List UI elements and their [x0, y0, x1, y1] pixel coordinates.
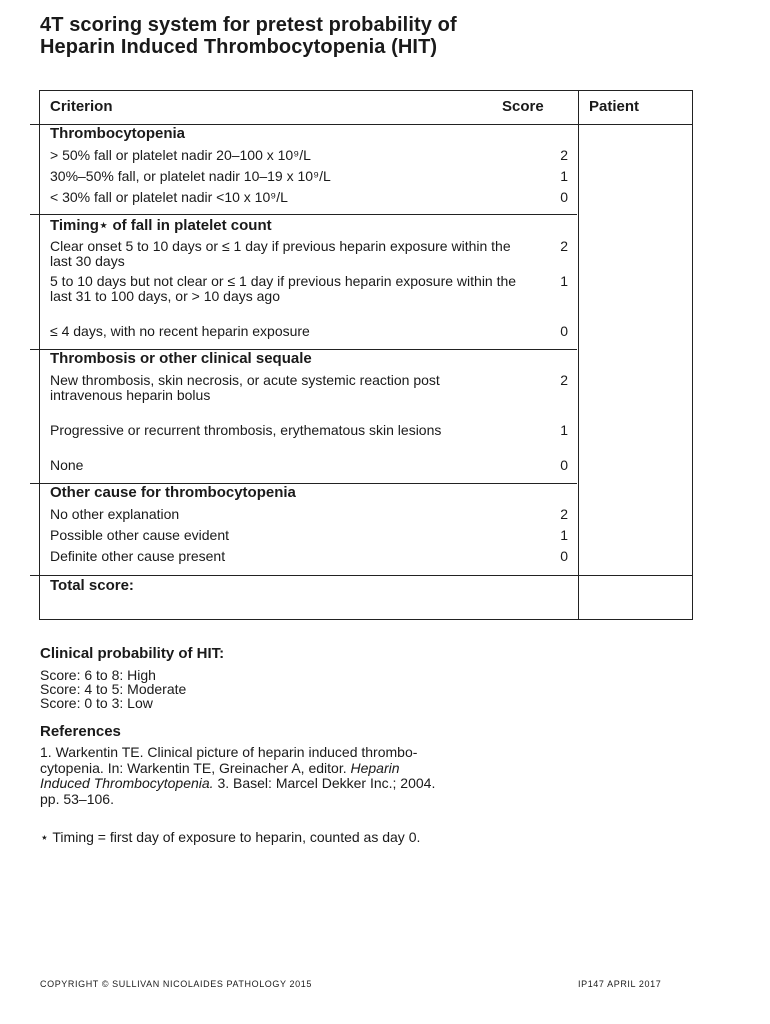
- criterion-text: No other explanation: [50, 506, 180, 522]
- title-line-2: Heparin Induced Thrombocytopenia (HIT): [40, 36, 438, 58]
- criterion-score: 0: [560, 548, 568, 564]
- criterion-text: < 30% fall or platelet nadir <10 x 10⁹/L: [50, 189, 288, 205]
- probability-list: [40, 668, 186, 710]
- document-code-footer: IP147 APRIL 2017: [578, 979, 662, 989]
- criterion-row: [50, 274, 570, 303]
- score-header: Score: [502, 98, 544, 115]
- scoring-table: [39, 90, 693, 620]
- margin-tick: [30, 214, 42, 215]
- criterion-text: 5 to 10 days but not clear or ≤ 1 day if previous heparin exposure within the last 31 to 100 days, or > 10 days ago: [50, 273, 517, 304]
- reference-text: 3. Basel: Marcel Dekker Inc.; 2004.: [213, 775, 436, 791]
- margin-tick: [30, 349, 42, 350]
- criterion-score: 2: [560, 238, 568, 254]
- criterion-row: [50, 190, 570, 205]
- criterion-score: 2: [560, 506, 568, 522]
- probability-line: Score: 0 to 3: Low: [40, 695, 153, 711]
- criterion-row: [50, 458, 570, 473]
- criterion-score: 2: [560, 372, 568, 388]
- reference-book-title: Heparin: [350, 759, 400, 776]
- criterion-text: Definite other cause present: [50, 548, 226, 564]
- criterion-text: ≤ 4 days, with no recent heparin exposure: [50, 323, 310, 339]
- margin-tick: [30, 483, 42, 484]
- document-title: [40, 14, 740, 58]
- section-title-timing: Timing⋆ of fall in platelet count: [50, 217, 272, 234]
- reference-line: [40, 776, 700, 792]
- criterion-score: 2: [560, 147, 568, 163]
- references-title: References: [40, 723, 121, 740]
- criterion-row: [50, 148, 570, 163]
- criterion-score: 1: [560, 527, 568, 543]
- criterion-score: 1: [560, 168, 568, 184]
- probability-title: Clinical probability of HIT:: [40, 645, 225, 662]
- criterion-score: 1: [560, 273, 568, 289]
- criterion-score: 0: [560, 457, 568, 473]
- reference-text: cytopenia. In: Warkentin TE, Greinacher A, editor.: [40, 759, 351, 776]
- margin-tick: [30, 124, 42, 125]
- criterion-text: Progressive or recurrent thrombosis, erythematous skin lesions: [50, 422, 442, 438]
- criterion-header: Criterion: [50, 98, 113, 115]
- criterion-score: 0: [560, 189, 568, 205]
- criterion-text: New thrombosis, skin necrosis, or acute systemic reaction post intravenous heparin bolus: [50, 372, 440, 403]
- total-score-label: Total score:: [50, 577, 134, 594]
- criterion-row: [50, 169, 570, 184]
- criterion-text: Clear onset 5 to 10 days or ≤ 1 day if previous heparin exposure within the last 30 days: [50, 238, 511, 269]
- reference-line: 1. Warkentin TE. Clinical picture of heparin induced thrombo-: [40, 744, 418, 760]
- patient-column-divider: [578, 91, 579, 619]
- criterion-text: > 50% fall or platelet nadir 20–100 x 10⁹/L: [50, 147, 311, 163]
- probability-line: Score: 4 to 5: Moderate: [40, 681, 187, 697]
- criterion-row: [50, 528, 570, 543]
- reference-line: [40, 761, 700, 777]
- reference-line: pp. 53–106.: [40, 790, 114, 807]
- criterion-row: [50, 549, 570, 564]
- criterion-row: [50, 423, 570, 438]
- title-line-1: 4T scoring system for pretest probability of: [40, 14, 457, 36]
- patient-header: Patient: [589, 98, 640, 115]
- reference-entry: [40, 745, 700, 807]
- copyright-footer: COPYRIGHT © SULLIVAN NICOLAIDES PATHOLOGY 2015: [40, 979, 312, 989]
- criterion-row: [50, 507, 570, 522]
- margin-tick: [30, 575, 42, 576]
- criterion-text: None: [50, 457, 84, 473]
- criterion-row: [50, 373, 570, 402]
- criterion-score: 0: [560, 323, 568, 339]
- section-title-thrombocytopenia: Thrombocytopenia: [50, 125, 186, 142]
- reference-book-title: Induced Thrombocytopenia.: [40, 775, 214, 791]
- section-title-other-cause: Other cause for thrombocytopenia: [50, 484, 296, 501]
- probability-line: Score: 6 to 8: High: [40, 667, 156, 683]
- criterion-text: 30%–50% fall, or platelet nadir 10–19 x 10⁹/L: [50, 168, 331, 184]
- criterion-text: Possible other cause evident: [50, 527, 229, 543]
- section-divider: [40, 214, 577, 215]
- total-divider: [40, 575, 692, 576]
- criterion-row: [50, 324, 570, 339]
- criterion-row: [50, 239, 570, 268]
- criterion-score: 1: [560, 422, 568, 438]
- timing-footnote: ⋆ Timing = first day of exposure to heparin, counted as day 0.: [40, 829, 421, 845]
- section-title-thrombosis: Thrombosis or other clinical sequale: [50, 350, 312, 367]
